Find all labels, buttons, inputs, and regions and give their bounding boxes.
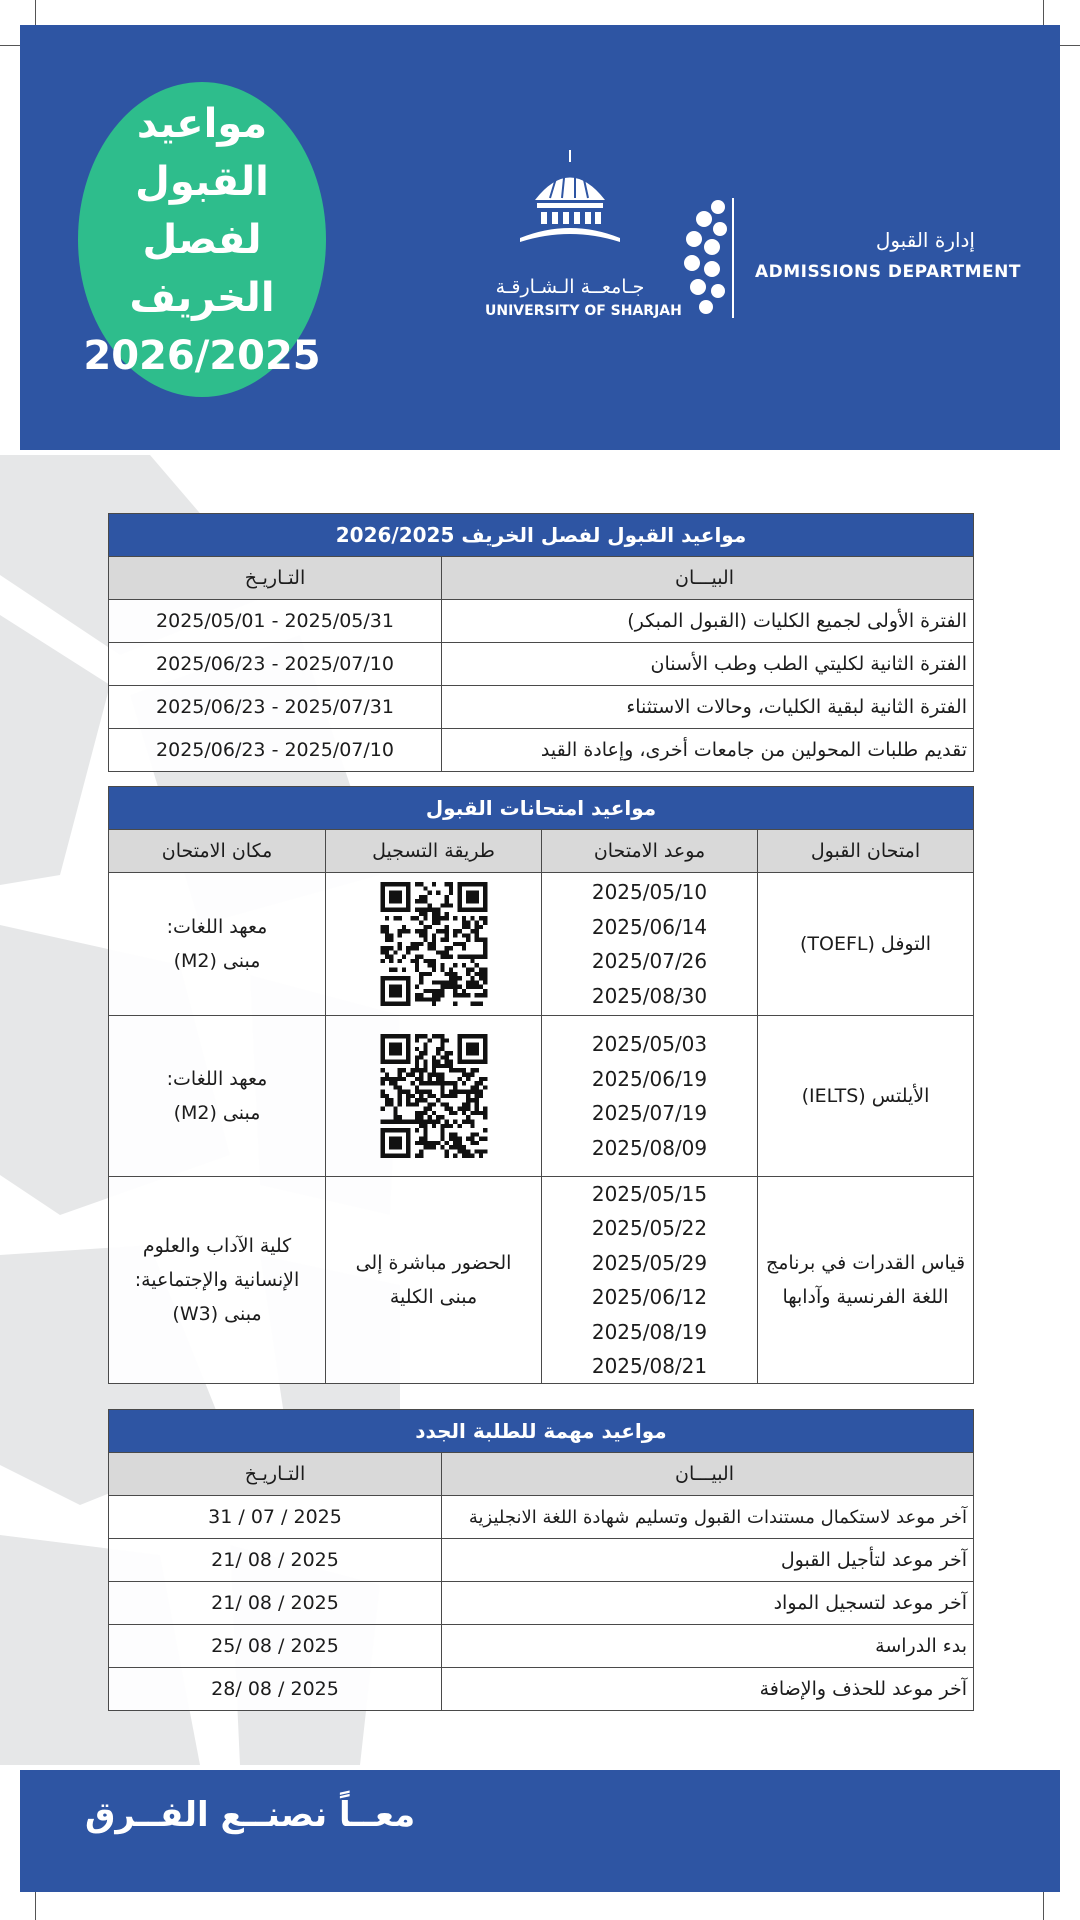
- crop-mark: [35, 1890, 36, 1920]
- qr-code-icon[interactable]: [380, 882, 488, 1006]
- table-row: [109, 642, 973, 685]
- table-title: مواعيد امتحانات القبول: [109, 787, 973, 829]
- exam-dates-table: [108, 786, 974, 1384]
- exam-date: 2025/05/10: [591, 880, 708, 904]
- row-desc: آخر موعد لتأجيل القبول: [441, 1539, 973, 1581]
- header-desc: البيـــان: [441, 557, 973, 599]
- row-desc: آخر موعد لاستكمال مستندات القبول وتسليم شهادة اللغة الانجليزية: [441, 1496, 973, 1538]
- row-date: 2025/07/10 - 2025/06/23: [156, 739, 394, 761]
- row-date: 2025 / 08 /21: [211, 1592, 339, 1614]
- table-row: [109, 728, 973, 771]
- place-line: الإنسانية والإجتماعية:: [134, 1269, 300, 1291]
- crop-mark: [1043, 1890, 1044, 1920]
- row-desc: الفترة الثانية لكليتي الطب وطب الأسنان: [441, 643, 973, 685]
- row-desc: آخر موعد لتسجيل المواد: [441, 1582, 973, 1624]
- exam-date: 2025/06/14: [591, 914, 708, 939]
- exam-date: 2025/05/22: [591, 1216, 708, 1240]
- exam-date: 2025/07/26: [591, 949, 708, 973]
- table-title: مواعيد القبول لفصل الخريف 2026/2025: [109, 514, 973, 556]
- table-row: [109, 1176, 973, 1383]
- exam-date: 2025/05/03: [591, 1032, 708, 1056]
- exam-date: 2025/08/21: [591, 1354, 708, 1378]
- place-line: كلية الآداب والعلوم: [142, 1235, 292, 1257]
- new-students-dates-table: [108, 1409, 974, 1711]
- place-line: معهد اللغات:: [166, 1068, 268, 1090]
- exam-dates: [541, 873, 757, 1015]
- university-name-en: UNIVERSITY OF SHARJAH: [485, 303, 682, 319]
- exam-date: 2025/08/09: [591, 1135, 708, 1160]
- hero-badge: [78, 82, 326, 397]
- method-line: الحضور مباشرة إلى: [355, 1252, 512, 1274]
- university-name-ar: جـامعــة الـشـارقـة: [495, 276, 645, 298]
- qr-code-icon[interactable]: [380, 1034, 488, 1158]
- table-header-row: [109, 829, 973, 872]
- table-header-row: [109, 556, 973, 599]
- row-date: 2025 / 07 / 31: [208, 1506, 342, 1528]
- table-row: [109, 685, 973, 728]
- place-line: معهد اللغات:: [166, 916, 268, 938]
- hero-line: 2026/2025: [83, 332, 321, 379]
- exam-name: الأيلتس (IELTS): [757, 1016, 973, 1176]
- exam-date: 2025/07/19: [591, 1101, 708, 1125]
- row-date: 2025/05/31 - 2025/05/01: [156, 610, 394, 632]
- header-exam: امتحان القبول: [757, 830, 973, 872]
- registration-method: [325, 873, 541, 1015]
- exam-date: 2025/05/15: [591, 1181, 708, 1206]
- table-title: مواعيد مهمة للطلبة الجدد: [109, 1410, 973, 1452]
- exam-date: 2025/05/29: [591, 1250, 708, 1275]
- row-desc: الفترة الثانية لبقية الكليات، وحالات الاستثناء: [441, 686, 973, 728]
- exam-date: 2025/08/19: [591, 1319, 708, 1344]
- exam-dates: [541, 1177, 757, 1383]
- row-date: 2025 / 08 /21: [211, 1549, 339, 1571]
- footer-slogan: معــاً نصنــع الفــرق: [85, 1795, 416, 1835]
- exam-name: [757, 1177, 973, 1383]
- exam-place: [109, 873, 325, 1015]
- header-date: التـاريـخ: [244, 567, 306, 589]
- table-row: [109, 872, 973, 1015]
- header-method: طريقة التسجيل: [325, 830, 541, 872]
- table-row: [109, 1015, 973, 1176]
- exam-place: [109, 1177, 325, 1383]
- table-header-row: [109, 1452, 973, 1495]
- department-label: [755, 228, 1021, 282]
- row-desc: آخر موعد للحذف والإضافة: [441, 1668, 973, 1710]
- table-row: [109, 1495, 973, 1538]
- table-row: [109, 1538, 973, 1581]
- exam-date: 2025/06/12: [591, 1285, 708, 1309]
- hero-line: لفصل الخريف: [129, 216, 275, 321]
- table-row: [109, 1667, 973, 1710]
- department-name-ar: إدارة القبول: [875, 228, 975, 252]
- logo-group: [485, 150, 1021, 330]
- row-date: 2025/07/10 - 2025/06/23: [156, 653, 394, 675]
- department-name-en: ADMISSIONS DEPARTMENT: [755, 262, 1021, 282]
- university-dome-icon: [515, 150, 625, 270]
- logo-divider: [732, 198, 734, 318]
- row-date: 2025 / 08 /25: [211, 1635, 339, 1657]
- header-place: مكان الامتحان: [161, 840, 273, 862]
- admission-dates-table: [108, 513, 974, 772]
- method-line: مبنى الكلية: [389, 1286, 478, 1308]
- exam-name-line: اللغة الفرنسية وآدابها: [782, 1286, 949, 1308]
- table-row: [109, 599, 973, 642]
- registration-method: [325, 1016, 541, 1176]
- exam-place: [109, 1016, 325, 1176]
- hero-line: مواعيد القبول: [135, 100, 269, 205]
- exam-name-line: قياس القدرات في برنامج: [765, 1252, 966, 1274]
- exam-dates: [541, 1016, 757, 1176]
- place-line: مبنى (M2): [173, 1102, 261, 1124]
- table-row: [109, 1624, 973, 1667]
- row-desc: تقديم طلبات المحولين من جامعات أخرى، وإعادة القيد: [441, 729, 973, 771]
- place-line: مبنى (M2): [173, 950, 261, 972]
- admissions-emblem-icon: [680, 195, 730, 320]
- table-row: [109, 1581, 973, 1624]
- header-desc: البيـــان: [441, 1453, 973, 1495]
- row-date: 2025/07/31 - 2025/06/23: [156, 696, 394, 718]
- exam-date: 2025/06/19: [591, 1066, 708, 1091]
- place-line: مبنى (W3): [172, 1303, 262, 1325]
- header-date: موعد الامتحان: [541, 830, 757, 872]
- row-desc: بدء الدراسة: [441, 1625, 973, 1667]
- registration-method: [325, 1177, 541, 1383]
- exam-date: 2025/08/30: [591, 983, 708, 1008]
- header-date: التـاريـخ: [244, 1463, 306, 1485]
- row-date: 2025 / 08 /28: [211, 1678, 339, 1700]
- row-desc: الفترة الأولى لجميع الكليات (القبول المبكر): [441, 600, 973, 642]
- exam-name: التوفل (TOEFL): [757, 873, 973, 1015]
